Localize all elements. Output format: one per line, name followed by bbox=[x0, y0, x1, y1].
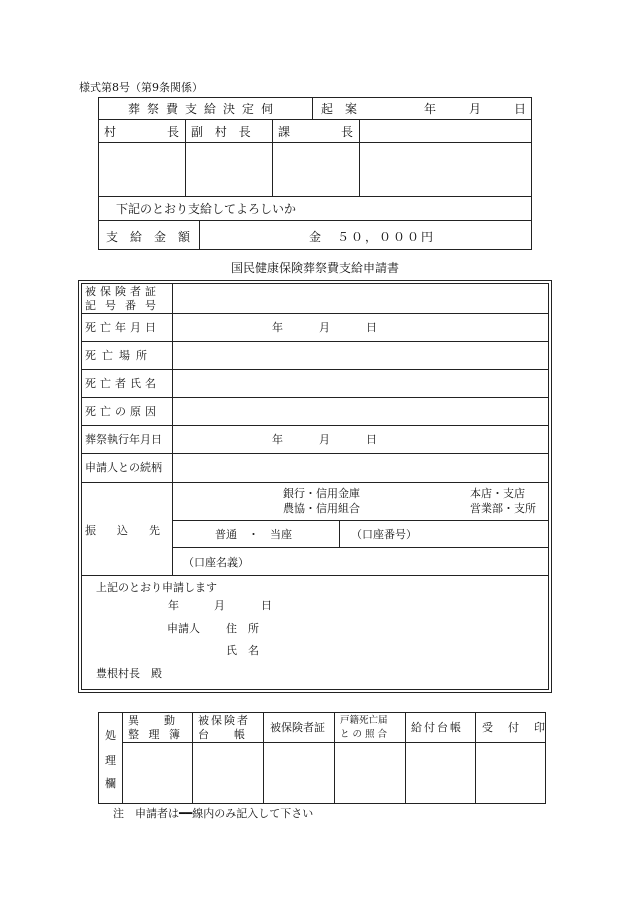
funeral-date-label: 葬祭執行年月日 bbox=[85, 433, 162, 446]
header-hihoken-daicho-2: 台 帳 bbox=[198, 728, 246, 741]
application-title: 国民健康保険葬祭費支給申請書 bbox=[231, 261, 400, 275]
kian-day: 日 bbox=[514, 102, 527, 116]
header-koseki-2: との照合 bbox=[340, 729, 391, 740]
header-hihoken-daicho-1: 被保険者 bbox=[198, 714, 250, 727]
declaration-text: 上記のとおり申請します bbox=[96, 581, 217, 594]
account-type[interactable]: 普通 ・ 当座 bbox=[215, 528, 292, 541]
footer-note: 注 申請者は━━線内のみ記入して下さい bbox=[113, 807, 314, 820]
header-koseki-1: 戸籍死亡届 bbox=[340, 715, 388, 726]
processing-side-label-1: 処 bbox=[105, 729, 116, 742]
addressee: 豊根村長 殿 bbox=[96, 667, 162, 680]
applicant-label: 申請人 bbox=[167, 622, 200, 635]
account-number[interactable]: （口座番号） bbox=[351, 528, 417, 541]
header-hihokensha-sho: 被保険者証 bbox=[270, 721, 325, 734]
address-label: 住 所 bbox=[226, 622, 259, 635]
branch-type-2[interactable]: 営業部・支所 bbox=[470, 502, 536, 515]
approver-deputy-mayor: 副 村 長 bbox=[191, 125, 255, 139]
amount-label: 支給金額 bbox=[106, 230, 203, 244]
funeral-date-year[interactable]: 年 bbox=[272, 433, 283, 446]
death-cause-field[interactable] bbox=[173, 398, 549, 425]
account-name[interactable]: （口座名義） bbox=[183, 556, 249, 569]
insured-label-2: 記号番号 bbox=[85, 299, 165, 312]
kian-year: 年 bbox=[424, 102, 437, 116]
name-label: 氏 名 bbox=[226, 644, 259, 657]
death-place-label: 死亡場所 bbox=[85, 349, 153, 362]
amount-value: 金 ５０，０００円 bbox=[309, 230, 436, 244]
declaration-month[interactable]: 月 bbox=[214, 599, 225, 612]
bank-type-2[interactable]: 農協・信用組合 bbox=[283, 502, 360, 515]
approver-mayor: 村 長 bbox=[104, 125, 189, 139]
insured-number-field[interactable] bbox=[173, 284, 549, 313]
branch-type-1[interactable]: 本店・支店 bbox=[470, 487, 525, 500]
approver-section-chief: 課 長 bbox=[278, 125, 363, 139]
funeral-date-month[interactable]: 月 bbox=[319, 433, 330, 446]
declaration-year[interactable]: 年 bbox=[168, 599, 179, 612]
death-place-field[interactable] bbox=[173, 342, 549, 369]
deceased-name-field[interactable] bbox=[173, 370, 549, 397]
kian-month: 月 bbox=[469, 102, 482, 116]
relation-field[interactable] bbox=[173, 454, 549, 482]
processing-side-label-2: 理 bbox=[105, 754, 116, 767]
insured-label-1: 被保険者証 bbox=[85, 285, 160, 298]
decision-title: 葬祭費支給決定伺 bbox=[128, 102, 281, 116]
processing-side-label-3: 欄 bbox=[105, 777, 116, 790]
relation-label: 申請人との続柄 bbox=[85, 461, 162, 474]
decision-table bbox=[98, 97, 532, 250]
death-cause-label: 死亡の原因 bbox=[85, 405, 160, 418]
bank-type-1[interactable]: 銀行・信用金庫 bbox=[283, 487, 360, 500]
transfer-label: 振込先 bbox=[85, 524, 181, 537]
header-uketsuke-in: 受 付 印 bbox=[482, 721, 547, 734]
approval-statement: 下記のとおり支給してよろしいか bbox=[116, 202, 297, 216]
death-date-label: 死亡年月日 bbox=[85, 321, 160, 334]
header-idou-2: 整 理 簿 bbox=[128, 728, 183, 741]
death-date-year[interactable]: 年 bbox=[272, 321, 283, 334]
death-date-month[interactable]: 月 bbox=[319, 321, 330, 334]
header-kyufu-daicho: 給付台帳 bbox=[411, 721, 463, 734]
deceased-name-label: 死亡者氏名 bbox=[85, 377, 160, 390]
kian-label: 起 案 bbox=[321, 102, 358, 116]
funeral-date-day[interactable]: 日 bbox=[366, 433, 377, 446]
death-date-day[interactable]: 日 bbox=[366, 321, 377, 334]
form-number-label: 様式第8号（第9条関係） bbox=[79, 81, 203, 94]
header-idou-1: 異 動 bbox=[128, 714, 176, 727]
declaration-day[interactable]: 日 bbox=[261, 599, 272, 612]
